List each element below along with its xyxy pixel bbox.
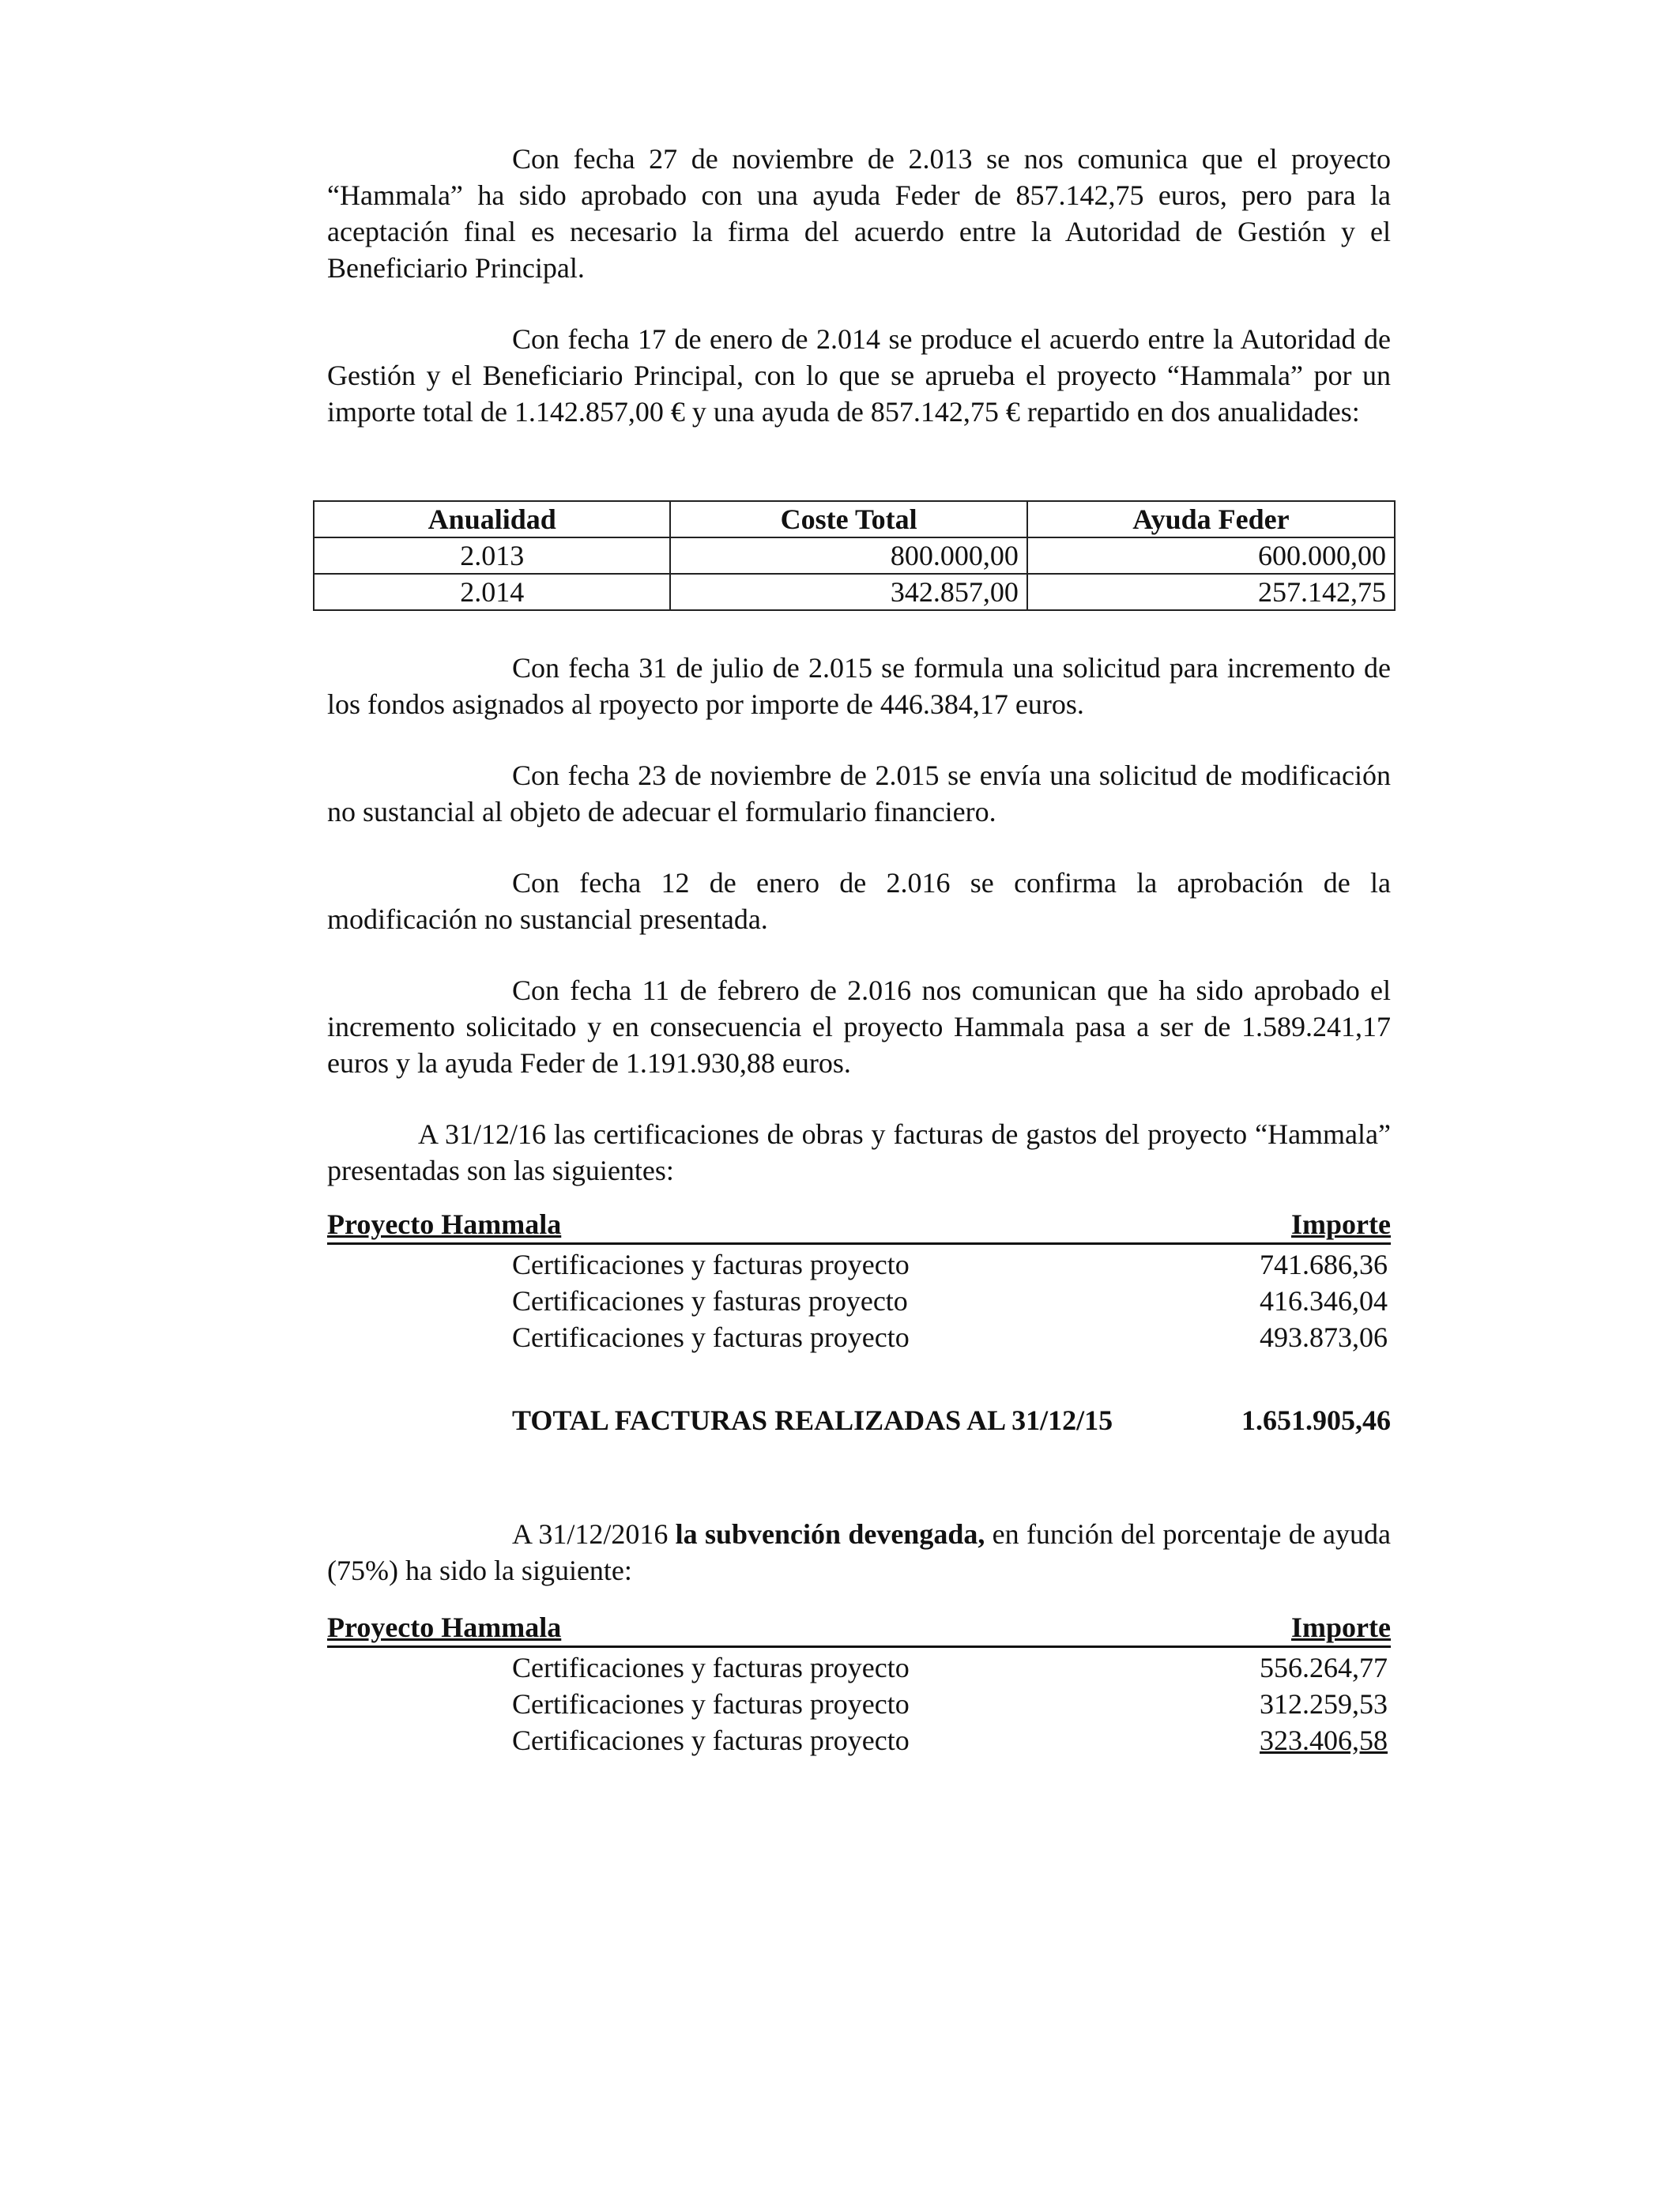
- ledger-row-label: Certificaciones y fasturas proyecto: [512, 1285, 908, 1317]
- cell-coste-total: 800.000,00: [670, 537, 1026, 574]
- table-row: [314, 537, 1395, 574]
- table-header-row: [314, 501, 1395, 537]
- list-item: [327, 1721, 1391, 1757]
- paragraph-certificaciones-intro: A 31/12/16 las certificaciones de obras y facturas de gastos del proyecto “Hammala” presentadas son las siguientes:: [327, 1118, 1391, 1186]
- ledger-row-label: Certificaciones y facturas proyecto: [512, 1321, 910, 1353]
- anualidades-table: [313, 500, 1396, 611]
- list-item: [327, 1648, 1391, 1684]
- ledger-row-amount: 493.873,06: [1260, 1321, 1388, 1353]
- ledger-row-amount: 556.264,77: [1260, 1652, 1388, 1683]
- ledger-row-label: Certificaciones y facturas proyecto: [512, 1688, 910, 1720]
- ledger-row-label: Certificaciones y facturas proyecto: [512, 1652, 910, 1683]
- column-header-ayuda-feder: Ayuda Feder: [1027, 501, 1395, 537]
- cell-ayuda-feder: 600.000,00: [1027, 537, 1395, 574]
- subvencion-bold-text: la subvención devengada,: [675, 1518, 985, 1550]
- cell-anualidad: 2.013: [314, 537, 670, 574]
- column-header-coste-total: Coste Total: [670, 501, 1026, 537]
- ledger-header-proyecto: Proyecto Hammala: [327, 1208, 562, 1240]
- ledger-row-label: Certificaciones y facturas proyecto: [512, 1725, 910, 1756]
- table-row: [314, 574, 1395, 610]
- ledger-row-amount: 416.346,04: [1260, 1285, 1388, 1317]
- total-facturas-line: [512, 1404, 1391, 1440]
- list-item: [327, 1318, 1391, 1354]
- ledger-row-label: Certificaciones y facturas proyecto: [512, 1249, 910, 1280]
- subvencion-ledger: [327, 1611, 1391, 1757]
- paragraph-modificacion-no-sustancial: Con fecha 23 de noviembre de 2.015 se envía una solicitud de modificación no sustancial al objeto de adecuar el formulario financiero.: [327, 760, 1391, 827]
- total-facturas-label: TOTAL FACTURAS REALIZADAS AL 31/12/15: [512, 1404, 1113, 1436]
- ledger-header-importe: Importe: [1291, 1208, 1391, 1240]
- subvencion-intro-text: A 31/12/2016: [512, 1518, 676, 1550]
- ledger-row-amount: 323.406,58: [1260, 1725, 1388, 1756]
- list-item: [327, 1281, 1391, 1318]
- ledger-header-proyecto: Proyecto Hammala: [327, 1612, 562, 1643]
- ledger-row-amount: 312.259,53: [1260, 1688, 1388, 1720]
- paragraph-solicitud-incremento: Con fecha 31 de julio de 2.015 se formula una solicitud para incremento de los fondos asignados al rpoyecto por importe de 446.384,17 euros.: [327, 652, 1391, 720]
- total-facturas-amount: 1.651.905,46: [1241, 1404, 1391, 1436]
- ledger-header: [327, 1611, 1391, 1648]
- paragraph-aprobacion-2013: Con fecha 27 de noviembre de 2.013 se nos comunica que el proyecto “Hammala” ha sido aprobado con una ayuda Feder de 857.142,75 euros, pero para la aceptación final es necesario la firma del acuerdo entre la Autoridad de Gestión y el Beneficiario Principal.: [327, 143, 1391, 284]
- list-item: [327, 1684, 1391, 1721]
- cell-anualidad: 2.014: [314, 574, 670, 610]
- column-header-anualidad: Anualidad: [314, 501, 670, 537]
- cell-coste-total: 342.857,00: [670, 574, 1026, 610]
- paragraph-incremento-aprobado: Con fecha 11 de febrero de 2.016 nos comunican que ha sido aprobado el incremento solicitado y en consecuencia el proyecto Hammala pasa a ser de 1.589.241,17 euros y la ayuda Feder de 1.191.930,88 euros.: [327, 974, 1391, 1079]
- subvencion-rest-text: en función del porcentaje de ayuda (75%) ha sido la siguiente:: [327, 1518, 1391, 1586]
- paragraph-confirmacion-modificacion: Con fecha 12 de enero de 2.016 se confirma la aprobación de la modificación no sustancial presentada.: [327, 867, 1391, 935]
- ledger-header: [327, 1208, 1391, 1245]
- list-item: [327, 1245, 1391, 1281]
- ledger-header-importe: Importe: [1291, 1612, 1391, 1643]
- paragraph-subvencion-devengada: [327, 1516, 1391, 1589]
- paragraph-acuerdo-2014: Con fecha 17 de enero de 2.014 se produce el acuerdo entre la Autoridad de Gestión y el Beneficiario Principal, con lo que se aprueba el proyecto “Hammala” por un importe total de 1.142.857,00 € y una ayuda de 857.142,75 € repartido en dos anualidades:: [327, 323, 1391, 428]
- cell-ayuda-feder: 257.142,75: [1027, 574, 1395, 610]
- ledger-row-amount: 741.686,36: [1260, 1249, 1388, 1280]
- facturas-ledger: [327, 1208, 1391, 1354]
